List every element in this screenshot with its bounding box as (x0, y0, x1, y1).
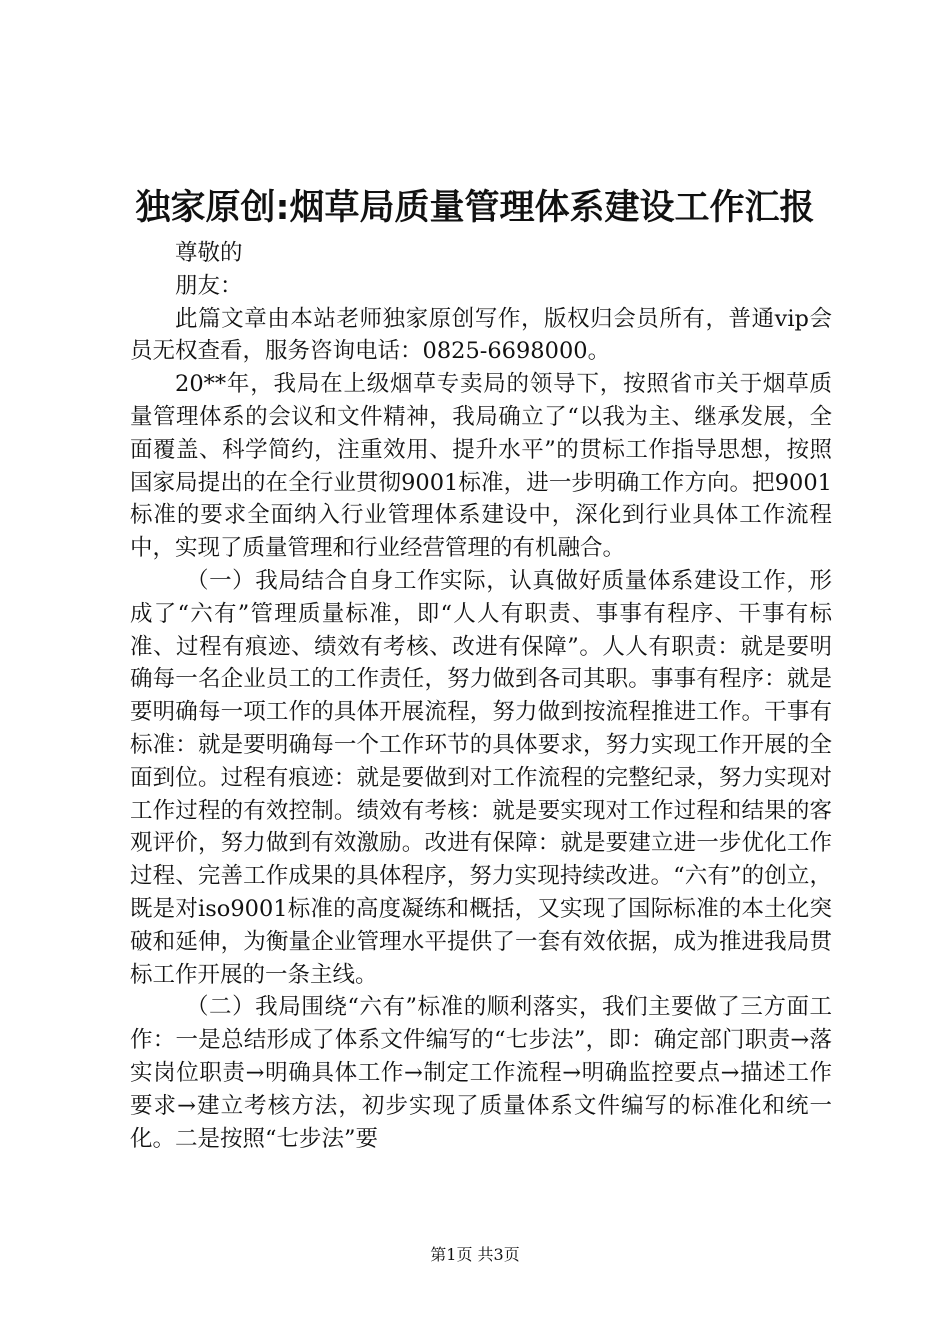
document-title: 独家原创:烟草局质量管理体系建设工作汇报 (135, 188, 815, 228)
document-body (130, 237, 832, 1155)
salutation-line-1: 尊敬的 (175, 240, 243, 266)
salutation-line-2: 朋友： (175, 272, 243, 299)
paragraph-intro: 20**年，我局在上级烟草专卖局的领导下，按照省市关于烟草质量管理体系的会议和文件精神，我局确立了“以我为主、继承发展，全面覆盖、科学简约，注重效用、提升水平”的贯标工作指导思想，按照国家局提出的在全行业贯彻9001标准，进一步明确工作方向。把9001标准的要求全面纳入行业管理体系建设中，深化到行业具体工作流程中，实现了质量管理和行业经营管理的有机融合。 (130, 371, 832, 562)
paragraph-copyright: 此篇文章由本站老师独家原创写作，版权归会员所有，普通vip会员无权查看，服务咨询电话：0825-6698000。 (130, 305, 832, 365)
paragraph-section-2: （二）我局围绕“六有”标准的顺利落实，我们主要做了三方面工作：一是总结形成了体系文件编写的“七步法”，即：确定部门职责→落实岗位职责→明确具体工作→制定工作流程→明确监控要点→描述工作要求→建立考核方法，初步实现了质量体系文件编写的标准化和统一化。二是按照“七步法”要 (130, 994, 832, 1152)
page-footer: 第1页 共3页 (430, 1245, 520, 1264)
paragraph-section-1: （一）我局结合自身工作实际，认真做好质量体系建设工作，形成了“六有”管理质量标准，即“人人有职责、事事有程序、干事有标准、过程有痕迹、绩效有考核、改进有保障”。人人有职责：就是要明确每一名企业员工的工作责任，努力做到各司其职。事事有程序：就是要明确每一项工作的具体开展流程，努力做到按流程推进工作。干事有标准：就是要明确每一个工作环节的具体要求，努力实现工作开展的全面到位。过程有痕迹：就是要做到对工作流程的完整纪录，努力实现对工作过程的有效控制。绩效有考核：就是要实现对工作过程和结果的客观评价，努力做到有效激励。改进有保障：就是要建立进一步优化工作过程、完善工作成果的具体程序，努力实现持续改进。“六有”的创立，既是对iso9001标准的高度凝练和概括，又实现了国际标准的本土化突破和延伸，为衡量企业管理水平提供了一套有效依据，成为推进我局贯标工作开展的一条主线。 (130, 567, 832, 988)
